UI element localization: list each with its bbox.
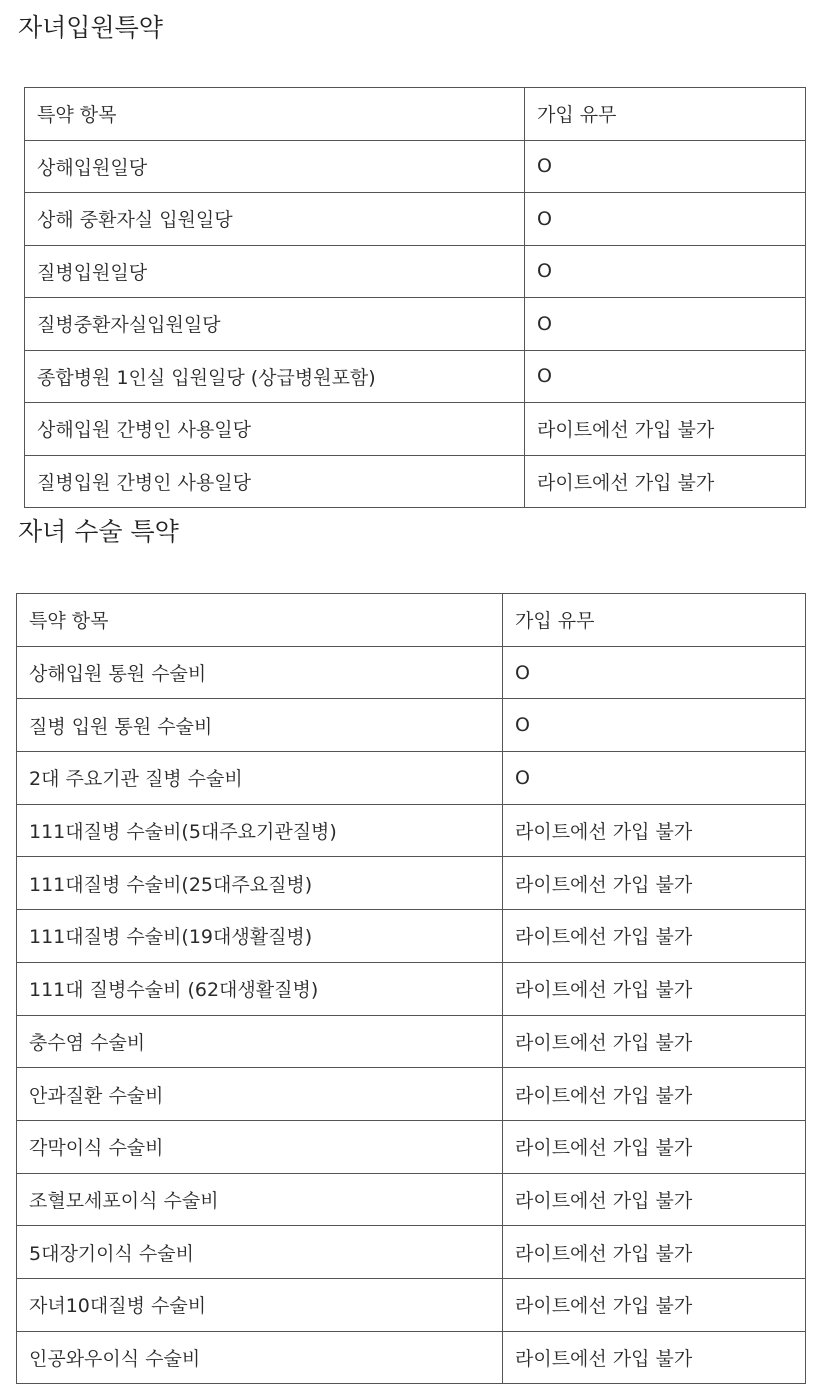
rider-status-cell: 라이트에선 가입 불가 [503, 910, 806, 963]
rider-item-cell: 111대질병 수술비(5대주요기관질병) [17, 804, 503, 857]
rider-status-cell: O [525, 140, 806, 193]
rider-status-cell: 라이트에선 가입 불가 [503, 1173, 806, 1226]
rider-item-cell: 종합병원 1인실 입원일당 (상급병원포함) [25, 350, 525, 403]
table-row [17, 752, 806, 805]
table-row [17, 857, 806, 910]
header-status-cell: 가입 유무 [503, 594, 806, 647]
table-row [17, 910, 806, 963]
rider-status-cell: 라이트에선 가입 불가 [503, 962, 806, 1015]
table-row [17, 804, 806, 857]
rider-item-cell: 인공와우이식 수술비 [17, 1331, 503, 1384]
rider-status-cell: 라이트에선 가입 불가 [525, 455, 806, 508]
rider-item-cell: 상해입원일당 [25, 140, 525, 193]
rider-item-cell: 상해입원 통원 수술비 [17, 646, 503, 699]
rider-status-cell: O [503, 699, 806, 752]
rider-status-cell: 라이트에선 가입 불가 [503, 804, 806, 857]
rider-item-cell: 각막이식 수술비 [17, 1120, 503, 1173]
rider-status-cell: O [503, 646, 806, 699]
rider-item-cell: 자녀10대질병 수술비 [17, 1278, 503, 1331]
header-item-cell: 특약 항목 [25, 88, 525, 141]
table-row [17, 1120, 806, 1173]
rider-status-cell: 라이트에선 가입 불가 [503, 1068, 806, 1121]
table-row [25, 350, 806, 403]
table-row [17, 1278, 806, 1331]
table-row [17, 1173, 806, 1226]
rider-status-cell: 라이트에선 가입 불가 [503, 1226, 806, 1279]
table-row [17, 1226, 806, 1279]
table-row [25, 245, 806, 298]
rider-item-cell: 111대질병 수술비(25대주요질병) [17, 857, 503, 910]
rider-status-cell: O [525, 193, 806, 246]
rider-item-cell: 5대장기이식 수술비 [17, 1226, 503, 1279]
rider-status-cell: 라이트에선 가입 불가 [525, 403, 806, 456]
rider-status-cell: O [525, 298, 806, 351]
rider-item-cell: 질병입원일당 [25, 245, 525, 298]
table-row [25, 140, 806, 193]
rider-item-cell: 질병중환자실입원일당 [25, 298, 525, 351]
rider-status-cell: 라이트에선 가입 불가 [503, 1331, 806, 1384]
rider-item-cell: 충수염 수술비 [17, 1015, 503, 1068]
rider-item-cell: 질병 입원 통원 수술비 [17, 699, 503, 752]
rider-item-cell: 2대 주요기관 질병 수술비 [17, 752, 503, 805]
rider-item-cell: 111대질병 수술비(19대생활질병) [17, 910, 503, 963]
rider-status-cell: O [525, 350, 806, 403]
table-header-row [17, 594, 806, 647]
table-row [17, 646, 806, 699]
table-row [17, 1068, 806, 1121]
section-title-hospitalization: 자녀입원특약 [18, 13, 163, 42]
table-row [17, 1015, 806, 1068]
table-row [17, 699, 806, 752]
header-item-cell: 특약 항목 [17, 594, 503, 647]
rider-item-cell: 조혈모세포이식 수술비 [17, 1173, 503, 1226]
rider-status-cell: 라이트에선 가입 불가 [503, 1015, 806, 1068]
rider-status-cell: 라이트에선 가입 불가 [503, 1278, 806, 1331]
section-title-surgery: 자녀 수술 특약 [18, 517, 179, 546]
rider-status-cell: 라이트에선 가입 불가 [503, 857, 806, 910]
table-header-row [25, 88, 806, 141]
surgery-rider-table [16, 593, 806, 1384]
table-row [17, 1331, 806, 1384]
rider-item-cell: 안과질환 수술비 [17, 1068, 503, 1121]
rider-item-cell: 상해입원 간병인 사용일당 [25, 403, 525, 456]
table-row [25, 193, 806, 246]
rider-status-cell: O [503, 752, 806, 805]
header-status-cell: 가입 유무 [525, 88, 806, 141]
rider-status-cell: O [525, 245, 806, 298]
table-row [17, 962, 806, 1015]
rider-item-cell: 111대 질병수술비 (62대생활질병) [17, 962, 503, 1015]
table-row [25, 455, 806, 508]
rider-status-cell: 라이트에선 가입 불가 [503, 1120, 806, 1173]
hospitalization-rider-table [24, 87, 806, 508]
rider-item-cell: 질병입원 간병인 사용일당 [25, 455, 525, 508]
table-row [25, 298, 806, 351]
table-row [25, 403, 806, 456]
rider-item-cell: 상해 중환자실 입원일당 [25, 193, 525, 246]
